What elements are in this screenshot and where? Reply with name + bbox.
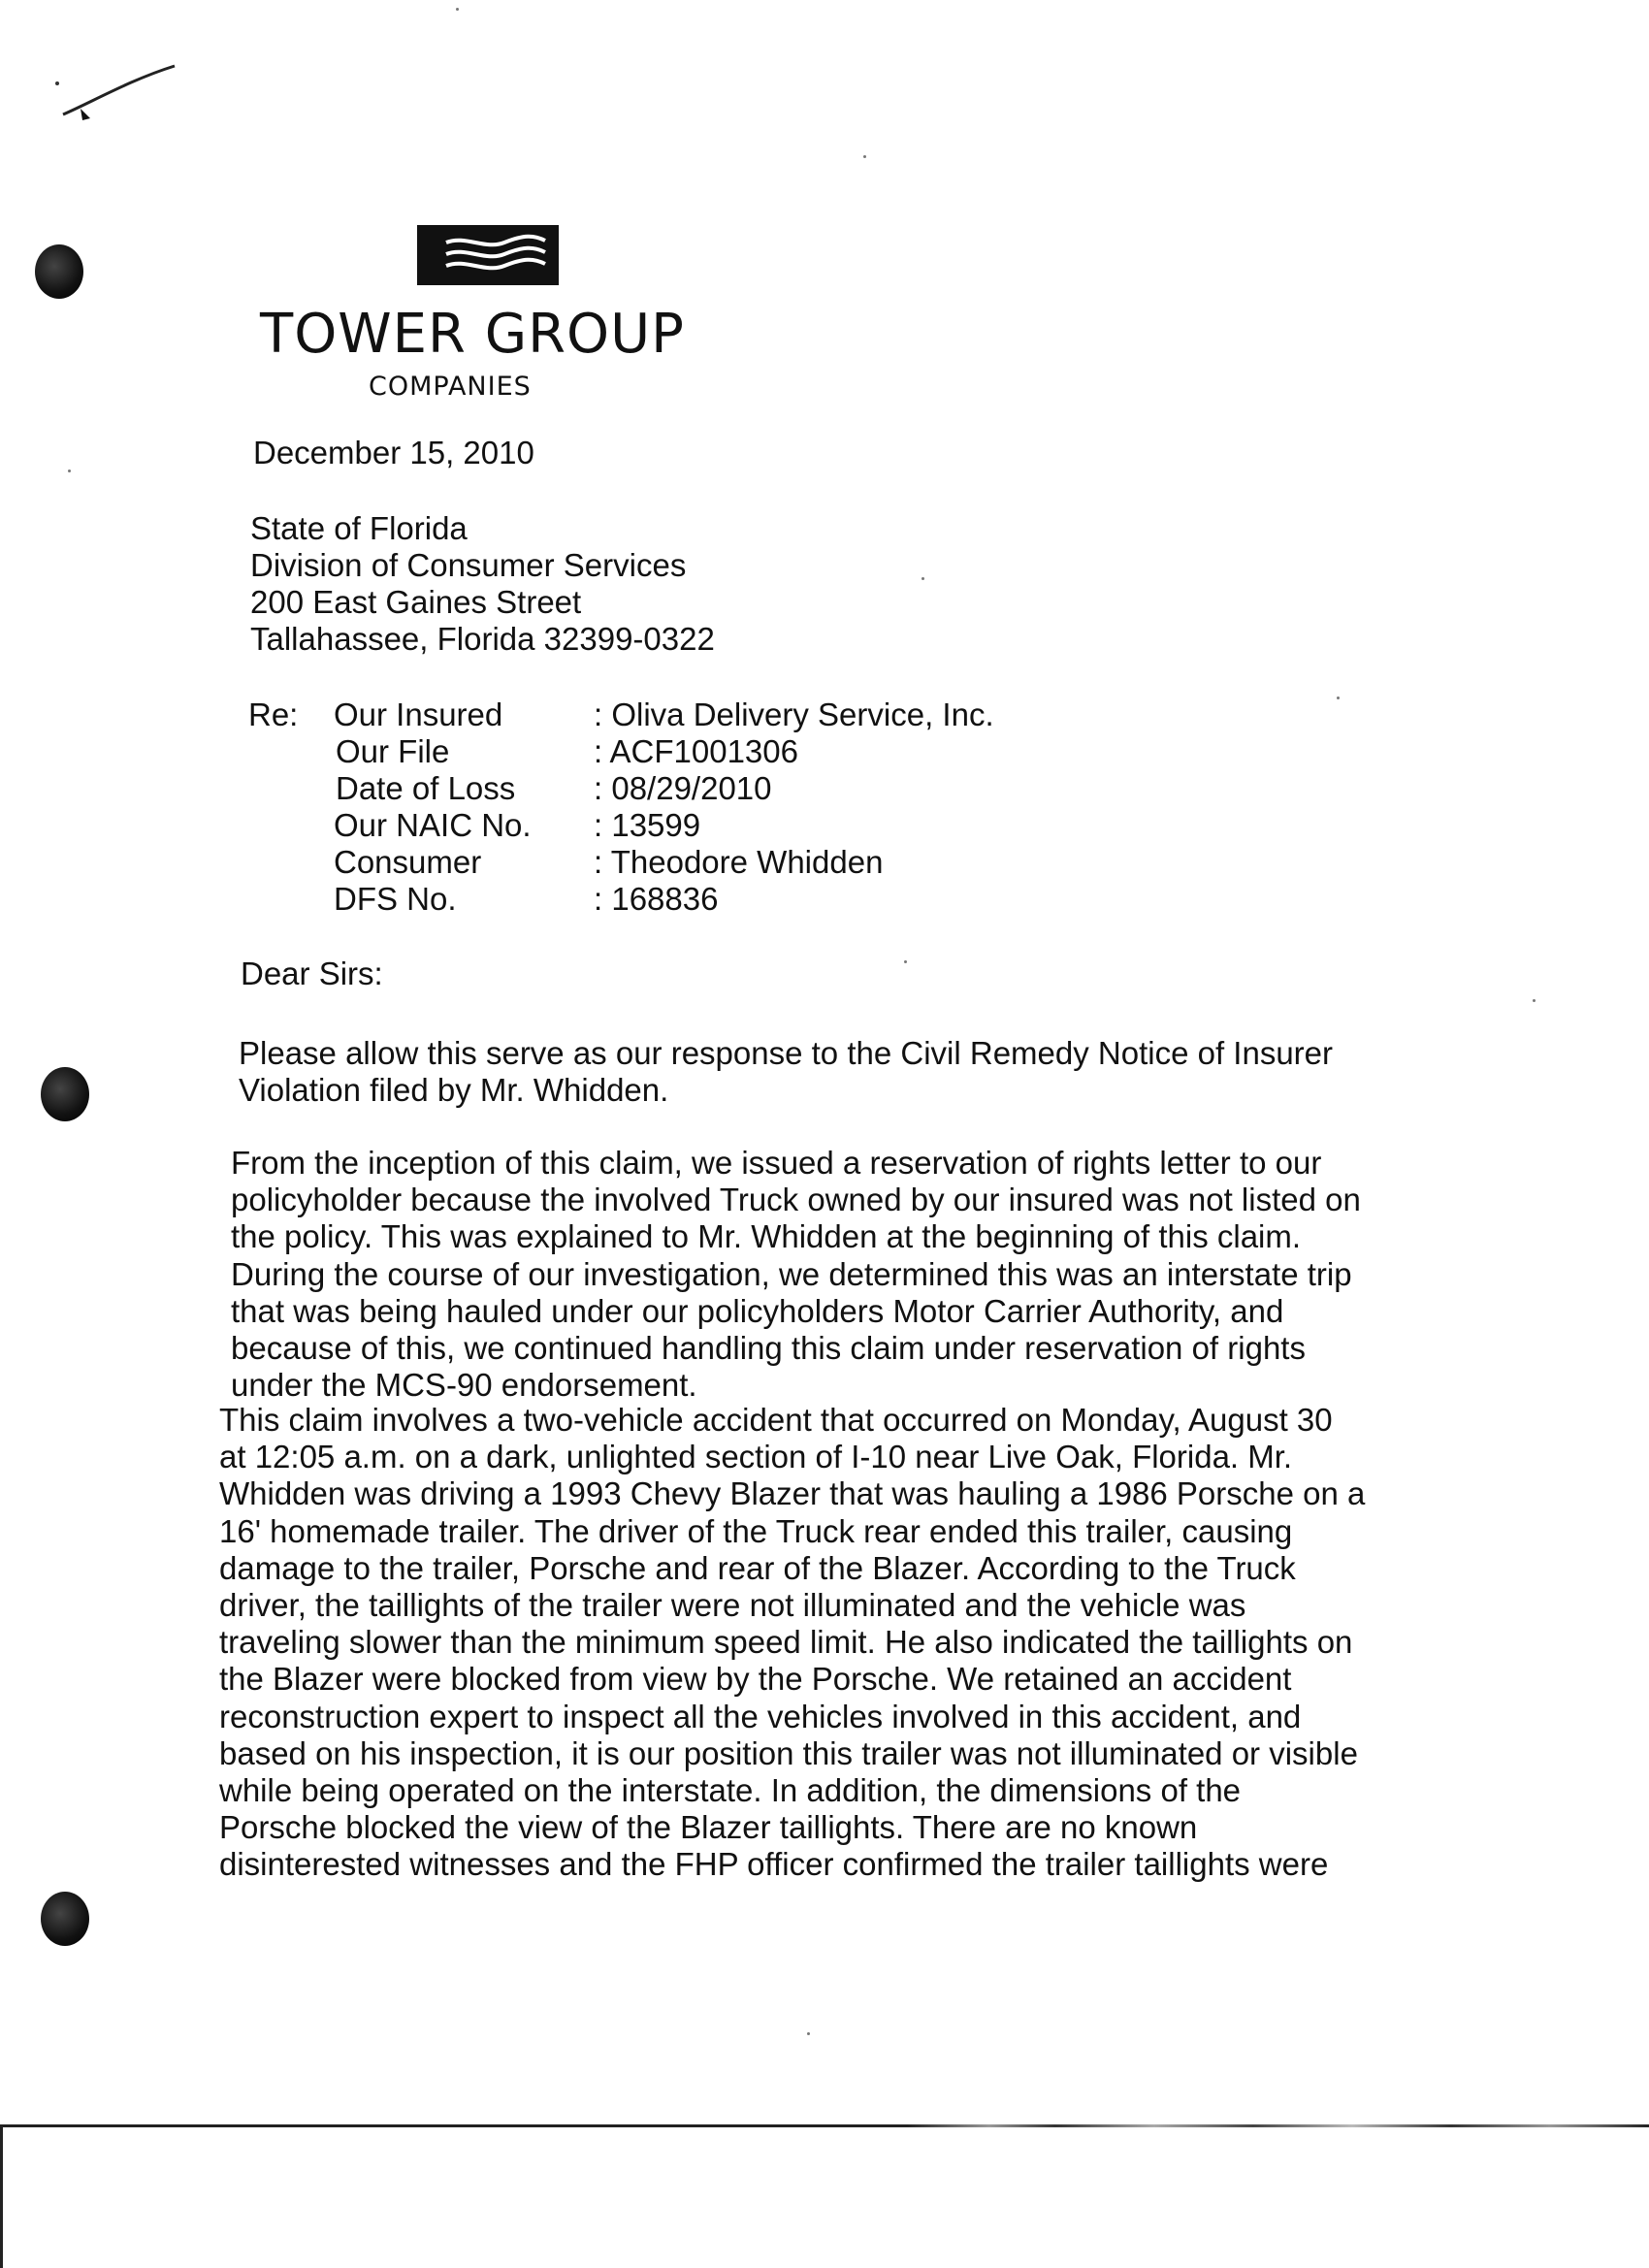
scan-edge-border [0, 2124, 3, 2268]
paragraph-line: the Blazer were blocked from view by the Porsche. We retained an accident [219, 1661, 1292, 1698]
hole-punch-icon [41, 1067, 89, 1121]
paragraph-line: During the course of our investigation, we determined this was an interstate trip [231, 1255, 1352, 1292]
paragraph-line: while being operated on the interstate. In addition, the dimensions of the [219, 1772, 1242, 1809]
scan-edge-line [0, 2124, 1649, 2127]
paragraph-line: This claim involves a two-vehicle accident that occurred on Monday, August 30 [219, 1402, 1333, 1438]
scan-speck [807, 2032, 810, 2035]
address-line: Tallahassee, Florida 32399-0322 [250, 621, 715, 657]
paragraph-line: Violation filed by Mr. Whidden. [239, 1072, 669, 1109]
hole-punch-icon [35, 244, 83, 299]
paragraph-line: Whidden was driving a 1993 Chevy Blazer that was hauling a 1986 Porsche on a [219, 1475, 1366, 1512]
scan-speck [456, 8, 459, 11]
paragraph-line: damage to the trailer, Porsche and rear of the Blazer. According to the Truck [219, 1549, 1296, 1586]
hole-punch-icon [41, 1892, 89, 1946]
letter-date: December 15, 2010 [253, 435, 534, 470]
reference-row-value: : 13599 [594, 807, 701, 843]
paragraph-line: because of this, we continued handling this claim under reservation of rights [231, 1330, 1306, 1367]
reference-label: Re: [248, 697, 299, 732]
paragraph-line: the policy. This was explained to Mr. Whidden at the beginning of this claim. [231, 1218, 1302, 1255]
paragraph-line: driver, the taillights of the trailer were not illuminated and the vehicle was [219, 1587, 1246, 1624]
paragraph-line: traveling slower than the minimum speed limit. He also indicated the taillights on [219, 1624, 1353, 1661]
scan-speck [904, 960, 907, 963]
reference-row-label: DFS No. [334, 881, 457, 917]
salutation: Dear Sirs: [241, 956, 383, 991]
reference-row-label: Consumer [334, 844, 482, 880]
scan-speck [922, 577, 924, 580]
paragraph-response-intro [239, 1035, 1333, 1109]
paragraph-accident-details [219, 1402, 1365, 1884]
recipient-address [250, 510, 715, 658]
paragraph-line: disinterested witnesses and the FHP officer confirmed the trailer taillights were [219, 1846, 1329, 1883]
paragraph-line: under the MCS-90 endorsement. [231, 1367, 697, 1404]
address-line: State of Florida [250, 510, 468, 546]
scan-speck [1533, 999, 1536, 1002]
reference-row-value: : 08/29/2010 [594, 770, 772, 806]
paragraph-line: Porsche blocked the view of the Blazer taillights. There are no known [219, 1809, 1198, 1846]
reference-row-value: : ACF1001306 [594, 733, 798, 769]
address-line: 200 East Gaines Street [250, 584, 582, 620]
reference-row-value: : Oliva Delivery Service, Inc. [594, 697, 994, 732]
paragraph-line: reconstruction expert to inspect all the vehicles involved in this accident, and [219, 1698, 1302, 1734]
reference-row-value: : Theodore Whidden [594, 844, 884, 880]
paragraph-line: 16' homemade trailer. The driver of the Truck rear ended this trailer, causing [219, 1512, 1293, 1549]
company-name: TOWER GROUP [260, 303, 685, 366]
reference-row-label: Our NAIC No. [334, 807, 532, 843]
company-subtitle: COMPANIES [369, 372, 532, 402]
paragraph-line: at 12:05 a.m. on a dark, unlighted section of I-10 near Live Oak, Florida. Mr. [219, 1439, 1293, 1475]
paragraph-reservation-of-rights [231, 1145, 1361, 1404]
paragraph-line: that was being hauled under our policyholders Motor Carrier Authority, and [231, 1292, 1284, 1329]
reference-row-label: Our Insured [334, 697, 503, 732]
address-line: Division of Consumer Services [250, 547, 687, 583]
reference-row-label: Our File [336, 733, 450, 769]
reference-row-label: Date of Loss [336, 770, 516, 806]
paragraph-line: Please allow this serve as our response to the Civil Remedy Notice of Insurer [239, 1035, 1334, 1071]
paragraph-line: based on his inspection, it is our position this trailer was not illuminated or visible [219, 1734, 1358, 1771]
scan-speck [68, 470, 71, 472]
wave-logo-icon [417, 225, 559, 285]
reference-row-value: : 168836 [594, 881, 719, 917]
pen-mark-icon [53, 58, 179, 126]
scan-speck [863, 155, 866, 158]
paragraph-line: policyholder because the involved Truck owned by our insured was not listed on [231, 1182, 1361, 1218]
scan-speck [1337, 697, 1340, 699]
paragraph-line: From the inception of this claim, we issued a reservation of rights letter to our [231, 1145, 1322, 1181]
